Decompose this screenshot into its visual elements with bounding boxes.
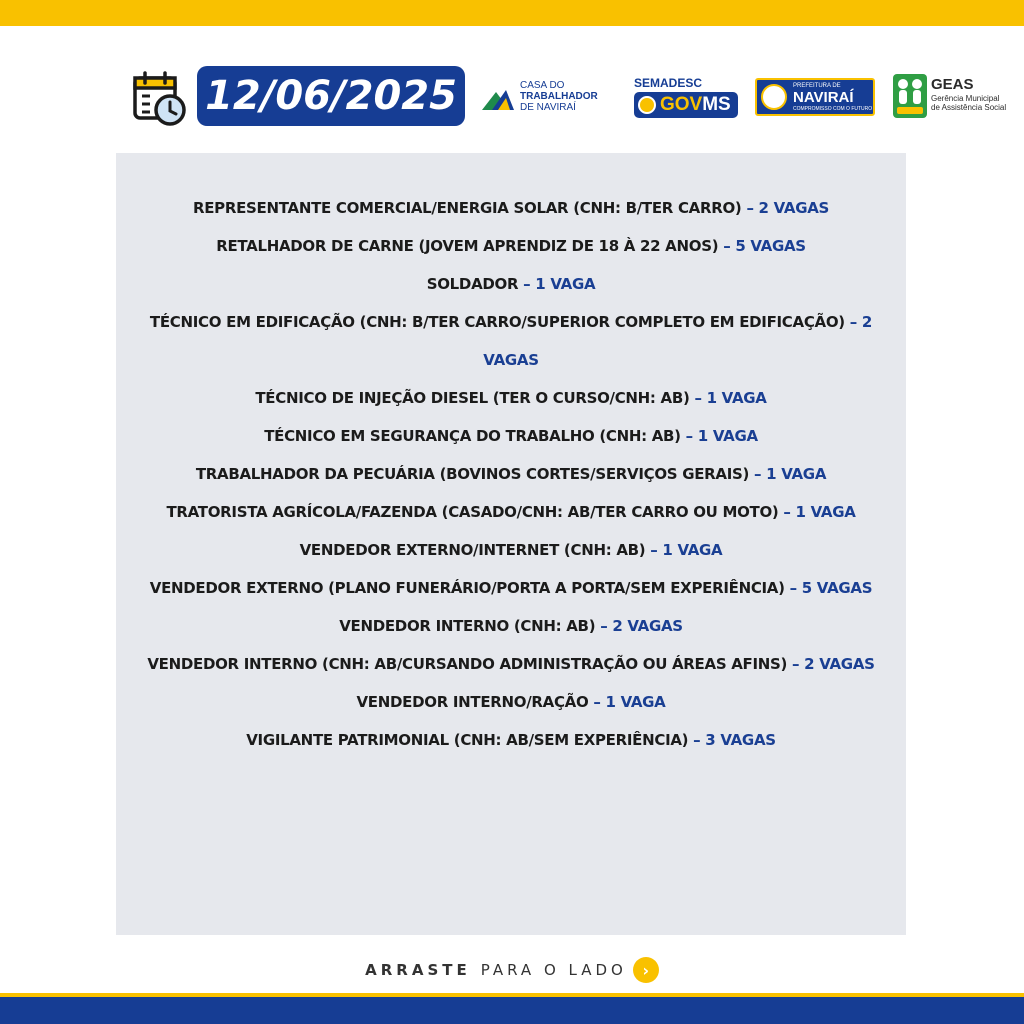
job-list-panel bbox=[116, 153, 906, 935]
job-title: RETALHADOR DE CARNE (JOVEM APRENDIZ DE 18 À 22 ANOS) bbox=[216, 237, 719, 255]
job-list bbox=[116, 189, 906, 759]
geas-sub1: Gerência Municipal bbox=[931, 94, 1000, 103]
casa-line3: DE NAVIRAÍ bbox=[520, 102, 576, 113]
job-title: TRABALHADOR DA PECUÁRIA (BOVINOS CORTES/SERVIÇOS GERAIS) bbox=[195, 465, 750, 483]
job-title: VIGILANTE PATRIMONIAL (CNH: AB/SEM EXPERIÊNCIA) bbox=[246, 731, 689, 749]
job-item bbox=[116, 531, 906, 569]
prefeitura-navirai-logo bbox=[755, 78, 875, 116]
job-item bbox=[116, 683, 906, 721]
job-title: TÉCNICO EM EDIFICAÇÃO (CNH: B/TER CARRO/SUPERIOR COMPLETO EM EDIFICAÇÃO) bbox=[149, 313, 845, 331]
casa-line2: TRABALHADOR bbox=[520, 91, 598, 102]
job-item bbox=[116, 455, 906, 493]
job-title: VENDEDOR INTERNO (CNH: AB) bbox=[339, 617, 596, 635]
job-item bbox=[116, 379, 906, 417]
casa-logo-mark-icon bbox=[480, 86, 516, 112]
navirai-seal-icon bbox=[761, 84, 787, 110]
job-vacancies: – 2 VAGAS bbox=[483, 313, 873, 369]
job-vacancies: – 2 VAGAS bbox=[746, 199, 830, 217]
navirai-pre: PREFEITURA DE bbox=[793, 83, 841, 89]
job-title: VENDEDOR EXTERNO (PLANO FUNERÁRIO/PORTA A PORTA/SEM EXPERIÊNCIA) bbox=[149, 579, 785, 597]
date-badge bbox=[197, 66, 465, 126]
semadesc-label: SEMADESC bbox=[634, 76, 703, 90]
swipe-hint-strong: ARRASTE bbox=[365, 961, 471, 979]
calendar-clock-icon bbox=[132, 70, 188, 128]
job-item bbox=[116, 569, 906, 607]
job-title: SOLDADOR bbox=[426, 275, 519, 293]
date-text: 12/06/2025 bbox=[205, 73, 457, 119]
job-item bbox=[116, 493, 906, 531]
navirai-sub: COMPROMISSO COM O FUTURO bbox=[793, 106, 873, 112]
job-vacancies: – 1 VAGA bbox=[650, 541, 723, 559]
bottom-gold-stripe bbox=[0, 993, 1024, 997]
job-vacancies: – 1 VAGA bbox=[593, 693, 666, 711]
job-item bbox=[116, 645, 906, 683]
geas-sub2: de Assistência Social bbox=[931, 103, 1007, 112]
gov-label: GOV bbox=[660, 94, 703, 115]
job-vacancies: – 1 VAGA bbox=[694, 389, 767, 407]
job-title: VENDEDOR INTERNO (CNH: AB/CURSANDO ADMINISTRAÇÃO OU ÁREAS AFINS) bbox=[147, 655, 788, 673]
geas-logo bbox=[893, 72, 1009, 120]
job-title: VENDEDOR INTERNO/RAÇÃO bbox=[356, 693, 589, 711]
ms-label: MS bbox=[702, 94, 731, 115]
job-vacancies: – 1 VAGA bbox=[754, 465, 827, 483]
job-item bbox=[116, 189, 906, 227]
job-item bbox=[116, 303, 906, 379]
job-vacancies: – 1 VAGA bbox=[523, 275, 596, 293]
job-title: TÉCNICO EM SEGURANÇA DO TRABALHO (CNH: AB) bbox=[264, 427, 681, 445]
job-vacancies: – 1 VAGA bbox=[783, 503, 856, 521]
chevron-right-icon[interactable]: › bbox=[633, 957, 659, 983]
job-item bbox=[116, 265, 906, 303]
geas-title: GEAS bbox=[931, 76, 974, 93]
job-title: REPRESENTANTE COMERCIAL/ENERGIA SOLAR (CNH: B/TER CARRO) bbox=[192, 199, 742, 217]
job-vacancies: – 5 VAGAS bbox=[723, 237, 806, 255]
casa-line1: CASA DO bbox=[520, 80, 565, 91]
navirai-name: NAVIRAÍ bbox=[793, 89, 854, 106]
bottom-blue-bar bbox=[0, 993, 1024, 1024]
job-vacancies: – 1 VAGA bbox=[685, 427, 758, 445]
swipe-hint-light: PARA O LADO bbox=[480, 961, 627, 979]
job-title: TÉCNICO DE INJEÇÃO DIESEL (TER O CURSO/CNH: AB) bbox=[255, 389, 690, 407]
job-vacancies: – 5 VAGAS bbox=[789, 579, 873, 597]
job-item bbox=[116, 227, 906, 265]
job-item bbox=[116, 721, 906, 759]
job-vacancies: – 3 VAGAS bbox=[693, 731, 776, 749]
job-item bbox=[116, 417, 906, 455]
swipe-hint[interactable] bbox=[0, 955, 1024, 985]
ms-seal-icon bbox=[638, 96, 656, 114]
top-accent-bar bbox=[0, 0, 1024, 26]
job-item bbox=[116, 607, 906, 645]
casa-do-trabalhador-logo bbox=[478, 78, 618, 118]
job-vacancies: – 2 VAGAS bbox=[600, 617, 683, 635]
geas-people-icon bbox=[893, 74, 927, 118]
semadesc-govms-logo bbox=[634, 76, 738, 120]
header bbox=[0, 62, 1024, 132]
job-vacancies: – 2 VAGAS bbox=[792, 655, 875, 673]
job-title: TRATORISTA AGRÍCOLA/FAZENDA (CASADO/CNH: AB/TER CARRO OU MOTO) bbox=[166, 503, 779, 521]
job-title: VENDEDOR EXTERNO/INTERNET (CNH: AB) bbox=[299, 541, 646, 559]
